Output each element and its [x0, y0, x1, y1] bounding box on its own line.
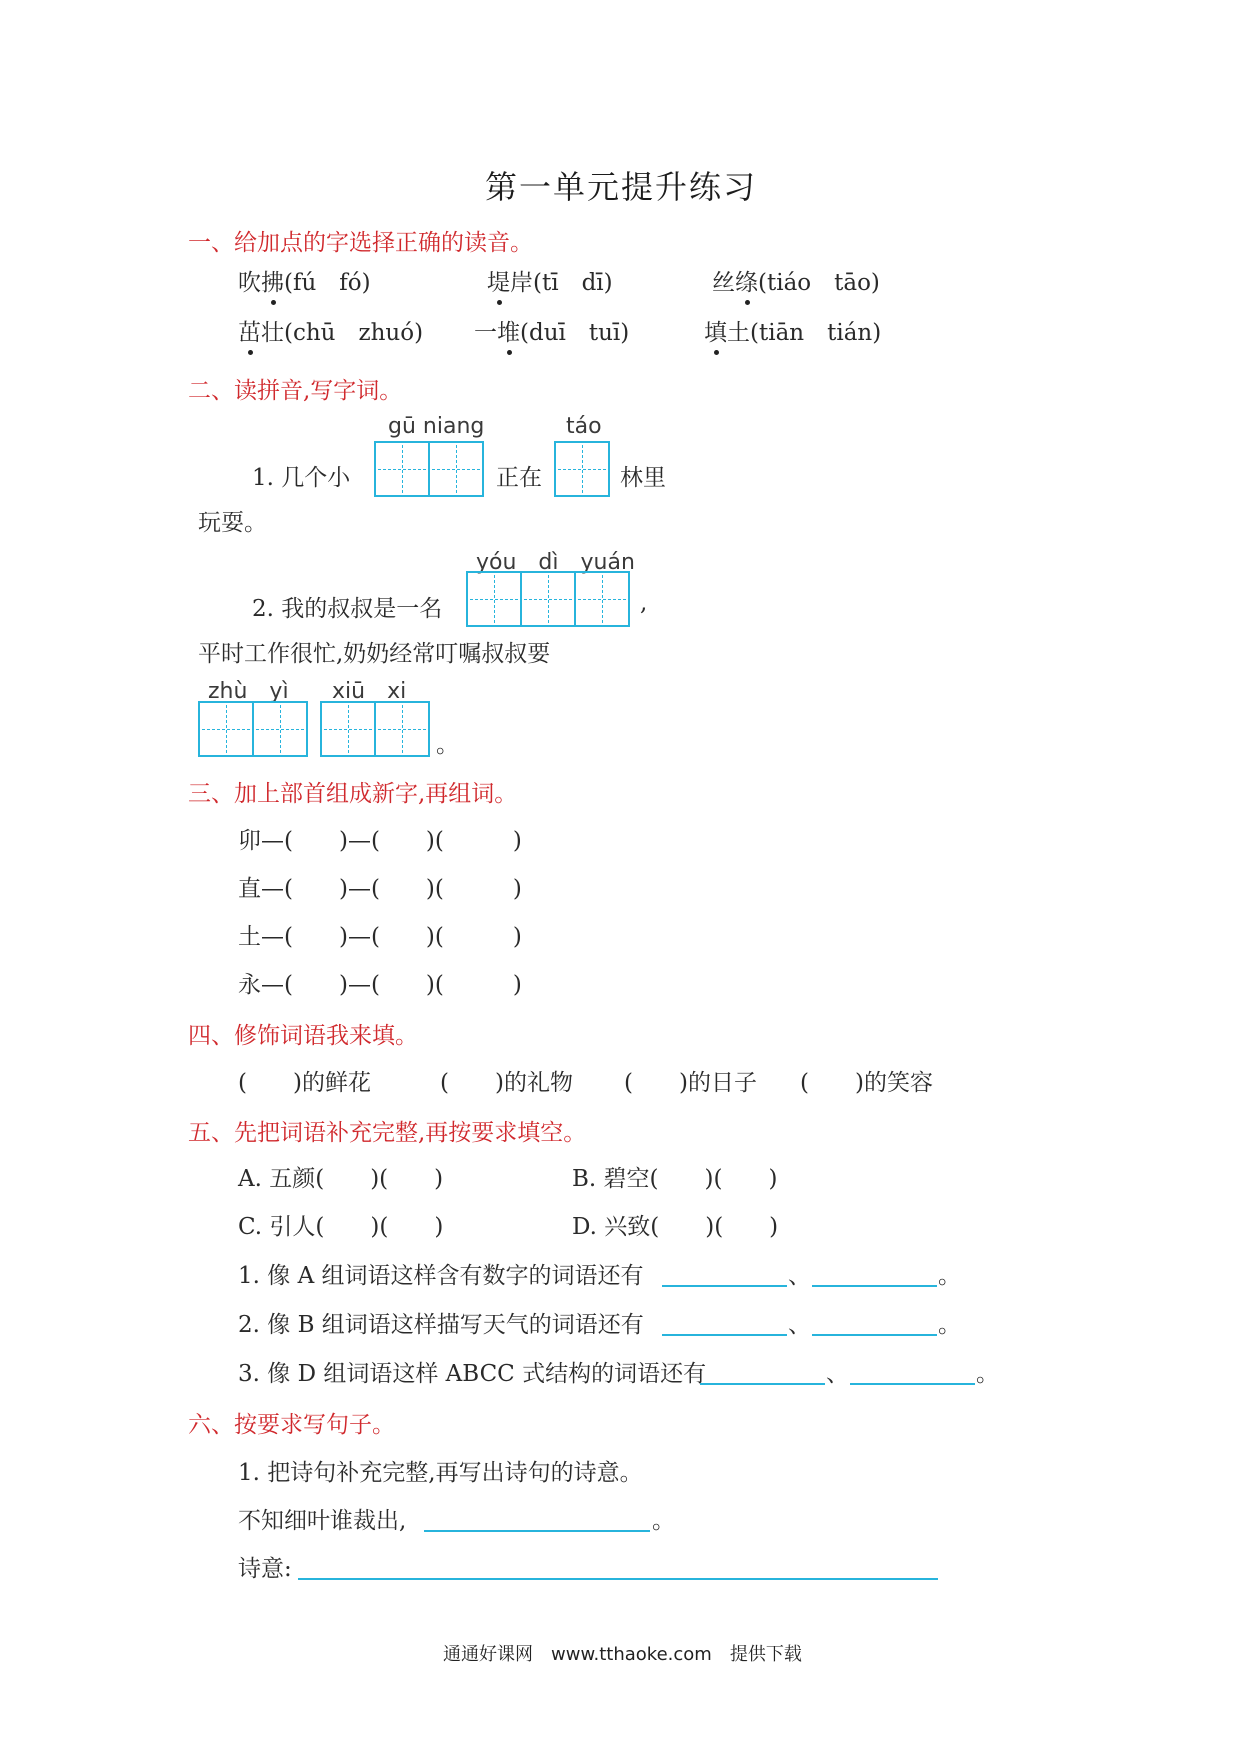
- writing-grid-youdiyuan[interactable]: [466, 571, 630, 627]
- pinyin-options: (duī tuī): [520, 320, 630, 346]
- grid-cell[interactable]: [466, 571, 522, 627]
- pinyin-youdiyuan: yóu dì yuán: [476, 550, 635, 575]
- poem-answer-line[interactable]: [424, 1530, 650, 1532]
- end-mark: 。: [938, 1312, 961, 1338]
- s5-question-3: 3. 像 D 组词语这样 ABCC 式结构的词语还有: [238, 1361, 707, 1387]
- s3-row-3: 土—( )—( )( ): [238, 924, 522, 950]
- section-6-heading: 六、按要求写句子。: [188, 1412, 395, 1438]
- s4-item-4: ( )的笑容: [800, 1070, 933, 1096]
- s4-item-1: ( )的鲜花: [238, 1070, 371, 1096]
- s4-item-2: ( )的礼物: [440, 1070, 573, 1096]
- grid-cell[interactable]: [520, 571, 576, 627]
- s5-word-d: D. 兴致( )( ): [572, 1214, 779, 1240]
- pinyin-guniang: gū niang: [388, 414, 485, 439]
- s5-word-b: B. 碧空( )( ): [572, 1166, 778, 1192]
- grid-cell[interactable]: [252, 701, 308, 757]
- q2-comma: ,: [640, 590, 648, 616]
- pinyin-options: (tī dī): [533, 270, 613, 296]
- dotted-char: 填: [704, 314, 727, 347]
- q1-text-b: 正在: [496, 465, 542, 491]
- section-4-heading: 四、修饰词语我来填。: [188, 1023, 418, 1049]
- pinyin-zhuyi: zhù yì: [208, 679, 289, 704]
- s5-question-2: 2. 像 B 组词语这样描写天气的词语还有: [238, 1312, 644, 1338]
- pinyin-options: (tiáo tāo): [758, 270, 880, 296]
- grid-cell[interactable]: [198, 701, 254, 757]
- s1-item-6: 填土(tiān tián): [704, 314, 881, 347]
- dotted-char: 拂: [261, 264, 284, 297]
- dotted-char: 茁: [238, 314, 261, 347]
- grid-cell[interactable]: [374, 441, 430, 497]
- dotted-char: 堆: [497, 314, 520, 347]
- answer-line[interactable]: [700, 1383, 825, 1385]
- s3-row-1: 卯—( )—( )( ): [238, 828, 522, 854]
- footer-source: 通通好课网 www.tthaoke.com 提供下载: [443, 1644, 802, 1665]
- section-1-heading: 一、给加点的字选择正确的读音。: [188, 230, 533, 256]
- q2-text-b: 平时工作很忙,奶奶经常叮嘱叔叔要: [198, 641, 551, 667]
- s4-item-3: ( )的日子: [624, 1070, 757, 1096]
- q2-text-a: 2. 我的叔叔是一名: [252, 596, 443, 622]
- section-5-heading: 五、先把词语补充完整,再按要求填空。: [188, 1120, 587, 1146]
- pinyin-options: (fú fó): [284, 270, 371, 296]
- pinyin-xiuxi: xiū xi: [332, 679, 407, 704]
- answer-line[interactable]: [812, 1285, 937, 1287]
- grid-cell[interactable]: [428, 441, 484, 497]
- answer-line[interactable]: [662, 1334, 787, 1336]
- grid-cell[interactable]: [320, 701, 376, 757]
- q2-end: 。: [436, 732, 459, 758]
- answer-line[interactable]: [812, 1334, 937, 1336]
- writing-grid-guniang[interactable]: [374, 441, 484, 497]
- answer-line[interactable]: [850, 1383, 975, 1385]
- s1-item-1: 吹拂(fú fó): [238, 264, 371, 297]
- separator: 、: [788, 1263, 811, 1289]
- end-mark: 。: [938, 1263, 961, 1289]
- s1-item-3: 丝绦(tiáo tāo): [712, 264, 880, 297]
- s1-item-4: 茁壮(chū zhuó): [238, 314, 423, 347]
- separator: 、: [788, 1312, 811, 1338]
- writing-grid-tao[interactable]: [554, 441, 610, 497]
- dotted-char: 绦: [735, 264, 758, 297]
- s3-row-2: 直—( )—( )( ): [238, 876, 522, 902]
- end-mark: 。: [976, 1361, 999, 1387]
- writing-grid-xiuxi[interactable]: [320, 701, 430, 757]
- s1-item-5: 一堆(duī tuī): [474, 314, 629, 347]
- dotted-char: 堤: [487, 264, 510, 297]
- grid-cell[interactable]: [374, 701, 430, 757]
- s5-word-c: C. 引人( )( ): [238, 1214, 444, 1240]
- section-3-heading: 三、加上部首组成新字,再组词。: [188, 781, 518, 807]
- answer-line[interactable]: [662, 1285, 787, 1287]
- q1-text-d: 玩耍。: [198, 510, 267, 536]
- pinyin-tao: táo: [566, 414, 602, 439]
- poem-end: 。: [652, 1508, 675, 1534]
- meaning-answer-line[interactable]: [298, 1578, 938, 1580]
- s5-question-1: 1. 像 A 组词语这样含有数字的词语还有: [238, 1263, 644, 1289]
- poem-line: 不知细叶谁裁出,: [238, 1508, 407, 1534]
- meaning-label: 诗意:: [238, 1556, 292, 1582]
- s1-item-2: 堤岸(tī dī): [487, 264, 613, 297]
- grid-cell[interactable]: [574, 571, 630, 627]
- pinyin-options: (tiān tián): [750, 320, 882, 346]
- s6-question-1: 1. 把诗句补充完整,再写出诗句的诗意。: [238, 1460, 643, 1486]
- separator: 、: [826, 1361, 849, 1387]
- section-2-heading: 二、读拼音,写字词。: [188, 378, 403, 404]
- grid-cell[interactable]: [554, 441, 610, 497]
- writing-grid-zhuyi[interactable]: [198, 701, 308, 757]
- q1-text-c: 林里: [620, 465, 666, 491]
- page-title: 第一单元提升练习: [485, 168, 758, 206]
- s3-row-4: 永—( )—( )( ): [238, 972, 522, 998]
- q1-text-a: 1. 几个小: [252, 465, 351, 491]
- s5-word-a: A. 五颜( )( ): [238, 1166, 444, 1192]
- pinyin-options: (chū zhuó): [284, 320, 424, 346]
